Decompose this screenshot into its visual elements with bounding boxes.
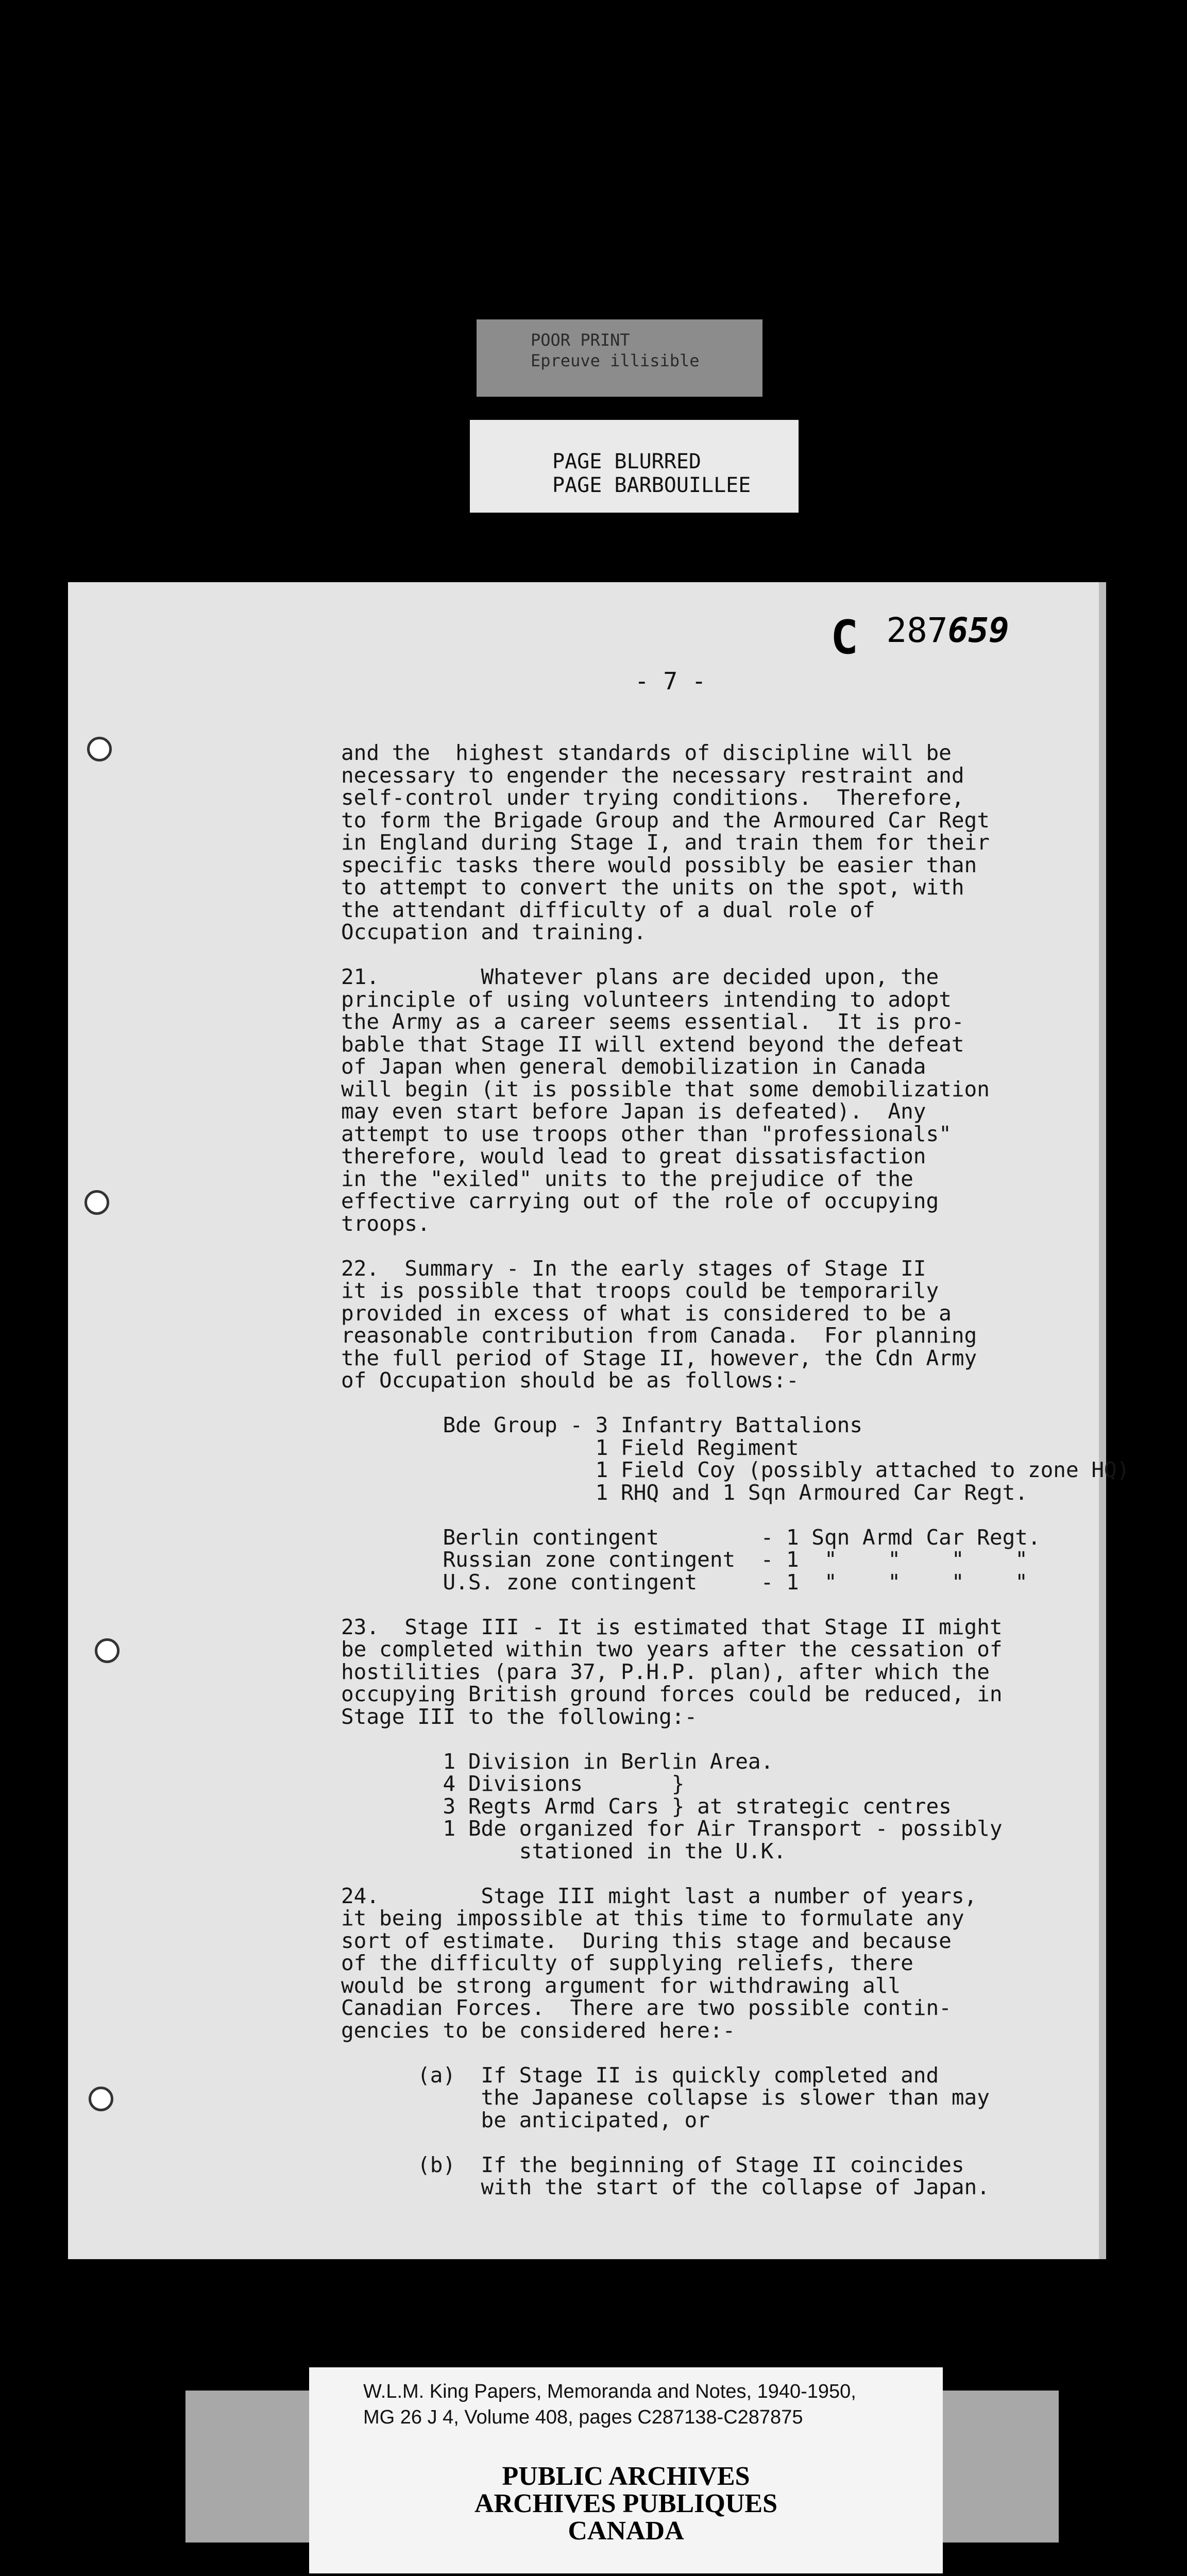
text-line: sort of estimate. During this stage and because [341, 1928, 952, 1953]
archive-source [363, 2379, 856, 2430]
text-line: would be strong argument for withdrawing all [341, 1973, 901, 1998]
text-line: the Japanese collapse is slower than may [341, 2085, 990, 2110]
text-line: in the "exiled" units to the prejudice of the [341, 1166, 913, 1191]
text-line: 1 RHQ and 1 Sqn Armoured Car Regt. [341, 1480, 1028, 1505]
text-line: 1 Field Regiment [341, 1435, 799, 1460]
text-line [341, 1728, 1114, 1751]
text-line: 24. Stage III might last a number of years, [341, 1883, 977, 1908]
text-line: will begin (it is possible that some demobilization [341, 1076, 990, 1101]
text-line: hostilities (para 37, P.H.P. plan), after which the [341, 1659, 990, 1684]
text-line: the full period of Stage II, however, the Cdn Army [341, 1345, 977, 1370]
text-line: be completed within two years after the cessation of [341, 1637, 1003, 1662]
text-line: the attendant difficulty of a dual role of [341, 897, 875, 922]
text-line: necessary to engender the necessary restraint and [341, 762, 964, 788]
text-line: 3 Regts Armd Cars } at strategic centres [341, 1793, 952, 1819]
text-line: it being impossible at this time to formulate any [341, 1906, 964, 1930]
text-line [341, 1594, 1114, 1616]
ref-number: 287 [886, 611, 948, 650]
text-line: Stage III to the following:- [341, 1704, 698, 1729]
text-line: attempt to use troops other than "professionals" [341, 1121, 952, 1146]
text-line: self-control under trying conditions. Therefore, [341, 785, 964, 810]
text-line: may even start before Japan is defeated). Any [341, 1099, 926, 1124]
text-line: bable that Stage II will extend beyond the defeat [341, 1031, 964, 1057]
text-line: Berlin contingent - 1 Sqn Armd Car Regt. [341, 1524, 1041, 1550]
source-line-2: MG 26 J 4, Volume 408, pages C287138-C287875 [363, 2406, 803, 2428]
text-line: with the start of the collapse of Japan. [341, 2175, 990, 2199]
text-line: (a) If Stage II is quickly completed and [341, 2062, 939, 2088]
source-line-1: W.L.M. King Papers, Memoranda and Notes, 1940-1950, [363, 2381, 856, 2402]
punch-hole-2 [84, 1190, 109, 1215]
text-line [341, 1862, 1114, 1885]
text-line: (b) If the beginning of Stage II coincides [341, 2152, 964, 2177]
text-line [341, 1504, 1114, 1527]
text-line: stationed in the U.K. [341, 1838, 786, 1863]
ref-letter: C [830, 611, 859, 665]
archive-name-fr: ARCHIVES PUBLIQUES [474, 2489, 778, 2518]
archive-name-en: PUBLIC ARCHIVES [502, 2462, 750, 2491]
text-line [341, 2042, 1114, 2064]
text-line [341, 1392, 1114, 1415]
text-line: 4 Divisions } [341, 1771, 685, 1796]
text-line: troops. [341, 1211, 430, 1236]
poor-print-fr: Epreuve illisible [531, 351, 700, 370]
text-line: of the difficulty of supplying reliefs, there [341, 1951, 913, 1975]
text-line [341, 1235, 1114, 1258]
punch-hole-3 [95, 1638, 120, 1663]
page-blurred-fr: PAGE BARBOUILLEE [552, 473, 751, 497]
text-line: principle of using volunteers intending to adopt [341, 987, 952, 1012]
text-line: 1 Division in Berlin Area. [341, 1749, 774, 1774]
punch-hole-1 [87, 737, 112, 761]
punch-hole-4 [89, 2087, 113, 2111]
poor-print-stamp [477, 319, 762, 397]
page-blurred-stamp [470, 420, 799, 513]
text-line: to attempt to convert the units on the spot, with [341, 875, 964, 900]
text-line: specific tasks there would possibly be easier than [341, 852, 977, 877]
text-line: Canadian Forces. There are two possible contin- [341, 1995, 952, 2020]
text-line: Russian zone contingent - 1 " " " " [341, 1547, 1028, 1572]
ref-handwritten: 659 [947, 611, 1009, 650]
text-line [341, 944, 1114, 967]
text-line: occupying British ground forces could be reduced, in [341, 1682, 1003, 1706]
page-blurred-en: PAGE BLURRED [552, 450, 701, 473]
text-line: 21. Whatever plans are decided upon, the [341, 964, 939, 989]
document-body [341, 740, 1130, 2199]
text-line: 1 Field Coy (possibly attached to zone HQ) [341, 1458, 1130, 1482]
text-line: of Japan when general demobilization in Canada [341, 1054, 926, 1079]
text-line [341, 2131, 1114, 2154]
text-line: Bde Group - 3 Infantry Battalions [341, 1413, 863, 1437]
document-reference-number [830, 611, 1009, 665]
text-line: 1 Bde organized for Air Transport - possibly [341, 1816, 1003, 1841]
text-line: of Occupation should be as follows:- [341, 1368, 799, 1393]
text-line: to form the Brigade Group and the Armoured Car Regt [341, 807, 990, 833]
archive-country: CANADA [568, 2516, 684, 2546]
text-line: 22. Summary - In the early stages of Stage II [341, 1256, 926, 1281]
page-number: - 7 - [635, 667, 706, 695]
text-line: provided in excess of what is considered to be a [341, 1300, 952, 1326]
text-line: U.S. zone contingent - 1 " " " " [341, 1569, 1028, 1595]
document-page [68, 582, 1130, 2259]
text-line: effective carrying out of the role of occupying [341, 1189, 939, 1213]
text-line: in England during Stage I, and train them for their [341, 830, 990, 855]
text-line: the Army as a career seems essential. It is pro- [341, 1009, 964, 1034]
text-line: gencies to be considered here:- [341, 2018, 736, 2043]
poor-print-en: POOR PRINT [531, 330, 630, 350]
text-line: 23. Stage III - It is estimated that Stage II might [341, 1614, 1003, 1639]
text-line: therefore, would lead to great dissatisfaction [341, 1144, 926, 1168]
text-line: Occupation and training. [341, 920, 647, 944]
text-line: reasonable contribution from Canada. For planning [341, 1323, 977, 1348]
text-line: and the highest standards of discipline will be [341, 740, 952, 765]
archive-label [309, 2367, 943, 2573]
text-line: be anticipated, or [341, 2107, 710, 2132]
text-line: it is possible that troops could be temporarily [341, 1278, 939, 1303]
